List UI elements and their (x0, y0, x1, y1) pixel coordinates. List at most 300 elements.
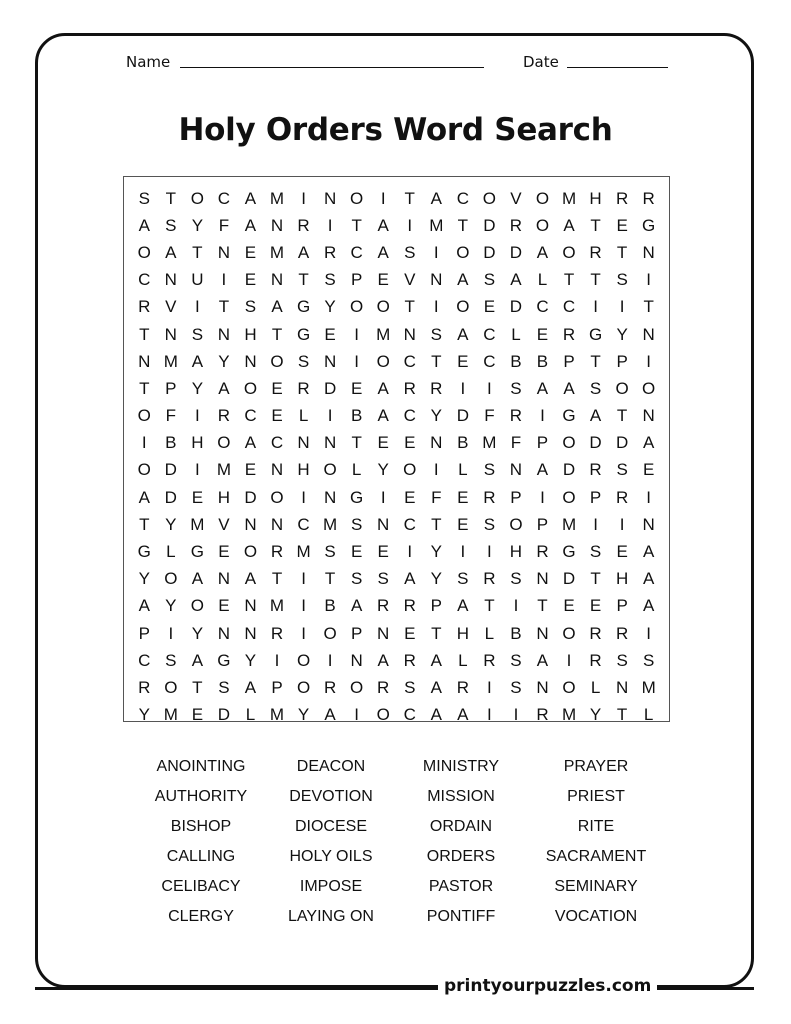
grid-letter[interactable]: O (456, 242, 470, 262)
grid-letter[interactable]: O (350, 297, 364, 317)
grid-letter[interactable]: A (510, 270, 522, 290)
grid-letter[interactable]: I (380, 487, 386, 507)
grid-letter[interactable]: S (510, 378, 522, 398)
grid-letter[interactable]: R (270, 623, 284, 643)
grid-letter[interactable]: E (271, 378, 283, 398)
grid-letter[interactable]: D (615, 433, 629, 453)
grid-letter[interactable]: H (589, 188, 602, 208)
grid-letter[interactable]: O (350, 677, 364, 697)
grid-letter[interactable]: N (217, 623, 231, 643)
grid-letter[interactable]: I (141, 433, 147, 453)
grid-letter[interactable]: A (642, 542, 655, 562)
grid-letter[interactable]: G (190, 542, 204, 562)
grid-letter[interactable]: S (165, 215, 177, 235)
grid-letter[interactable]: M (269, 596, 285, 616)
grid-letter[interactable]: S (642, 650, 655, 670)
grid-letter[interactable]: C (270, 433, 284, 453)
grid-letter[interactable]: C (483, 351, 496, 371)
grid-letter[interactable]: N (536, 623, 549, 643)
grid-letter[interactable]: D (562, 460, 576, 480)
grid-letter[interactable]: O (562, 433, 576, 453)
grid-letter[interactable]: E (404, 433, 416, 453)
grid-letter[interactable]: R (483, 487, 496, 507)
grid-letter[interactable]: I (646, 487, 652, 507)
grid-letter[interactable]: T (139, 324, 150, 344)
grid-letter[interactable]: I (566, 650, 572, 670)
grid-letter[interactable]: T (457, 215, 469, 235)
grid-letter[interactable]: I (433, 297, 439, 317)
grid-letter[interactable]: N (509, 460, 523, 480)
grid-letter[interactable]: A (536, 242, 549, 262)
grid-letter[interactable]: T (537, 596, 548, 616)
grid-letter[interactable]: Y (616, 324, 628, 344)
grid-letter[interactable]: Y (589, 705, 602, 725)
grid-letter[interactable]: E (536, 324, 549, 344)
grid-letter[interactable]: Y (191, 215, 204, 235)
grid-letter[interactable]: T (271, 324, 283, 344)
grid-letter[interactable]: I (301, 487, 306, 507)
grid-letter[interactable]: M (561, 514, 577, 534)
grid-letter[interactable]: A (297, 242, 310, 262)
grid-letter[interactable]: S (297, 351, 310, 371)
grid-letter[interactable]: N (164, 324, 177, 344)
grid-letter[interactable]: M (376, 324, 391, 344)
grid-letter[interactable]: N (270, 270, 284, 290)
grid-letter[interactable]: O (270, 351, 284, 371)
grid-letter[interactable]: E (457, 351, 469, 371)
grid-letter[interactable]: L (484, 623, 495, 643)
grid-letter[interactable]: P (165, 378, 177, 398)
grid-letter[interactable]: M (323, 514, 338, 534)
grid-letter[interactable]: R (536, 705, 549, 725)
grid-letter[interactable]: D (483, 242, 496, 262)
grid-letter[interactable]: E (642, 460, 655, 480)
grid-letter[interactable]: R (403, 650, 416, 670)
grid-letter[interactable]: A (377, 215, 389, 235)
grid-letter[interactable]: I (646, 623, 652, 643)
grid-letter[interactable]: O (350, 188, 364, 208)
grid-letter[interactable]: N (536, 569, 549, 589)
grid-letter[interactable]: H (191, 433, 204, 453)
grid-letter[interactable]: P (430, 596, 442, 616)
grid-letter[interactable]: D (589, 433, 602, 453)
grid-letter[interactable]: A (642, 569, 655, 589)
grid-letter[interactable]: E (483, 297, 496, 317)
grid-letter[interactable]: D (509, 242, 523, 262)
grid-letter[interactable]: S (510, 677, 522, 697)
grid-letter[interactable]: T (484, 596, 495, 616)
grid-letter[interactable]: R (297, 215, 310, 235)
grid-letter[interactable]: T (324, 569, 336, 589)
grid-letter[interactable]: D (323, 378, 337, 398)
grid-letter[interactable]: I (487, 705, 492, 725)
grid-letter[interactable]: L (511, 324, 521, 344)
grid-letter[interactable]: N (217, 569, 231, 589)
grid-letter[interactable]: R (377, 677, 390, 697)
grid-letter[interactable]: E (377, 433, 389, 453)
grid-letter[interactable]: T (218, 297, 230, 317)
grid-letter[interactable]: V (404, 270, 416, 290)
grid-letter[interactable]: N (297, 433, 310, 453)
grid-letter[interactable]: N (323, 433, 337, 453)
grid-letter[interactable]: N (244, 514, 257, 534)
grid-letter[interactable]: C (217, 188, 231, 208)
grid-letter[interactable]: R (483, 650, 496, 670)
grid-letter[interactable]: I (619, 297, 625, 317)
grid-letter[interactable]: T (298, 270, 309, 290)
grid-letter[interactable]: S (324, 270, 336, 290)
grid-letter[interactable]: S (483, 514, 496, 534)
grid-letter[interactable]: D (456, 406, 469, 426)
grid-letter[interactable]: L (245, 705, 256, 725)
grid-letter[interactable]: A (191, 650, 204, 670)
grid-letter[interactable]: A (377, 378, 389, 398)
grid-letter[interactable]: S (510, 569, 522, 589)
grid-letter[interactable]: I (195, 297, 200, 317)
grid-letter[interactable]: I (540, 406, 545, 426)
grid-letter[interactable]: S (350, 514, 363, 534)
grid-letter[interactable]: I (301, 596, 306, 616)
grid-letter[interactable]: E (271, 406, 283, 426)
grid-letter[interactable]: I (301, 623, 306, 643)
grid-letter[interactable]: N (642, 242, 655, 262)
grid-letter[interactable]: N (642, 406, 655, 426)
grid-letter[interactable]: L (298, 406, 309, 426)
grid-letter[interactable]: O (562, 242, 576, 262)
grid-letter[interactable]: O (243, 378, 258, 398)
grid-letter[interactable]: G (296, 297, 311, 317)
grid-letter[interactable]: G (296, 324, 311, 344)
grid-letter[interactable]: Y (191, 623, 204, 643)
grid-letter[interactable]: F (431, 487, 442, 507)
grid-letter[interactable]: N (323, 188, 337, 208)
grid-letter[interactable]: E (377, 270, 389, 290)
grid-letter[interactable]: I (354, 705, 360, 725)
grid-letter[interactable]: C (456, 188, 469, 208)
grid-letter[interactable]: I (619, 514, 625, 534)
grid-letter[interactable]: I (487, 542, 492, 562)
grid-letter[interactable]: Y (244, 650, 257, 670)
grid-letter[interactable]: R (589, 242, 602, 262)
grid-letter[interactable]: Y (430, 569, 442, 589)
grid-letter[interactable]: A (165, 242, 177, 262)
grid-letter[interactable]: S (218, 677, 230, 697)
grid-letter[interactable]: N (377, 623, 390, 643)
grid-letter[interactable]: D (509, 297, 523, 317)
grid-letter[interactable]: G (350, 487, 364, 507)
grid-letter[interactable]: C (403, 514, 416, 534)
grid-letter[interactable]: M (296, 542, 311, 562)
grid-letter[interactable]: P (536, 514, 549, 534)
grid-letter[interactable]: Y (138, 569, 150, 589)
grid-letter[interactable]: O (296, 650, 311, 670)
grid-letter[interactable]: S (404, 242, 416, 262)
grid-letter[interactable]: C (244, 406, 257, 426)
grid-letter[interactable]: R (403, 596, 416, 616)
grid-letter[interactable]: I (433, 242, 439, 262)
grid-letter[interactable]: O (376, 705, 390, 725)
grid-letter[interactable]: I (354, 324, 360, 344)
grid-letter[interactable]: B (510, 351, 522, 371)
grid-letter[interactable]: Y (138, 705, 150, 725)
grid-letter[interactable]: A (244, 569, 257, 589)
grid-letter[interactable]: E (350, 378, 363, 398)
grid-letter[interactable]: O (190, 596, 204, 616)
grid-letter[interactable]: N (323, 351, 337, 371)
grid-letter[interactable]: A (404, 569, 416, 589)
grid-letter[interactable]: R (642, 188, 655, 208)
grid-letter[interactable]: M (269, 705, 285, 725)
grid-letter[interactable]: D (562, 569, 576, 589)
grid-letter[interactable]: E (244, 242, 257, 262)
grid-letter[interactable]: Y (165, 514, 177, 534)
grid-letter[interactable]: Y (324, 297, 336, 317)
grid-letter[interactable]: N (615, 677, 629, 697)
grid-letter[interactable]: N (350, 650, 363, 670)
grid-letter[interactable]: G (588, 324, 603, 344)
grid-letter[interactable]: O (270, 487, 284, 507)
grid-letter[interactable]: F (218, 215, 230, 235)
grid-letter[interactable]: O (296, 677, 311, 697)
grid-letter[interactable]: C (403, 705, 416, 725)
grid-letter[interactable]: G (217, 650, 231, 670)
grid-letter[interactable]: A (191, 351, 204, 371)
grid-letter[interactable]: D (164, 460, 177, 480)
grid-letter[interactable]: U (191, 270, 204, 290)
grid-letter[interactable]: T (431, 351, 442, 371)
grid-letter[interactable]: S (589, 378, 602, 398)
grid-letter[interactable]: P (510, 487, 522, 507)
grid-letter[interactable]: T (192, 677, 203, 697)
grid-letter[interactable]: B (510, 623, 522, 643)
grid-letter[interactable]: I (380, 188, 386, 208)
grid-letter[interactable]: T (165, 188, 177, 208)
grid-letter[interactable]: M (269, 188, 285, 208)
grid-letter[interactable]: O (562, 487, 576, 507)
grid-letter[interactable]: A (324, 705, 336, 725)
grid-letter[interactable]: C (350, 242, 363, 262)
grid-letter[interactable]: R (456, 677, 469, 697)
grid-letter[interactable]: E (218, 542, 230, 562)
grid-letter[interactable]: R (377, 596, 390, 616)
grid-letter[interactable]: D (217, 705, 231, 725)
grid-letter[interactable]: T (590, 215, 601, 235)
grid-letter[interactable]: N (377, 514, 390, 534)
grid-letter[interactable]: G (642, 215, 656, 235)
grid-letter[interactable]: A (563, 378, 575, 398)
grid-letter[interactable]: S (457, 569, 469, 589)
grid-letter[interactable]: A (536, 378, 549, 398)
grid-letter[interactable]: S (510, 650, 522, 670)
grid-letter[interactable]: I (168, 623, 174, 643)
grid-letter[interactable]: I (195, 460, 200, 480)
grid-letter[interactable]: T (192, 242, 203, 262)
grid-letter[interactable]: A (377, 406, 389, 426)
grid-letter[interactable]: A (244, 433, 257, 453)
grid-letter[interactable]: C (297, 514, 310, 534)
grid-letter[interactable]: I (354, 351, 360, 371)
grid-letter[interactable]: T (616, 242, 628, 262)
grid-letter[interactable]: A (536, 650, 549, 670)
grid-letter[interactable]: C (138, 650, 151, 670)
grid-letter[interactable]: O (482, 188, 496, 208)
grid-letter[interactable]: A (218, 378, 230, 398)
grid-letter[interactable]: O (243, 542, 258, 562)
grid-letter[interactable]: N (642, 514, 655, 534)
grid-letter[interactable]: O (535, 215, 550, 235)
grid-letter[interactable]: T (431, 623, 442, 643)
grid-letter[interactable]: I (513, 705, 519, 725)
grid-letter[interactable]: T (431, 514, 442, 534)
grid-letter[interactable]: N (138, 351, 151, 371)
grid-letter[interactable]: H (297, 460, 310, 480)
grid-letter[interactable]: T (616, 406, 628, 426)
grid-letter[interactable]: V (165, 297, 177, 317)
grid-letter[interactable]: R (562, 324, 576, 344)
grid-letter[interactable]: N (217, 242, 231, 262)
grid-letter[interactable]: C (403, 406, 416, 426)
grid-letter[interactable]: R (483, 569, 496, 589)
grid-letter[interactable]: E (191, 705, 204, 725)
grid-letter[interactable]: A (271, 297, 283, 317)
grid-letter[interactable]: T (139, 514, 150, 534)
grid-letter[interactable]: I (433, 460, 439, 480)
grid-letter[interactable]: I (407, 215, 413, 235)
grid-letter[interactable]: A (589, 406, 602, 426)
grid-letter[interactable]: A (430, 677, 442, 697)
grid-letter[interactable]: C (403, 351, 416, 371)
grid-letter[interactable]: L (643, 705, 654, 725)
grid-letter[interactable]: S (324, 542, 336, 562)
grid-letter[interactable]: A (457, 705, 469, 725)
grid-letter[interactable]: E (404, 487, 416, 507)
grid-letter[interactable]: R (270, 542, 284, 562)
grid-letter[interactable]: A (457, 596, 469, 616)
grid-letter[interactable]: A (138, 487, 150, 507)
grid-letter[interactable]: N (270, 514, 284, 534)
grid-letter[interactable]: R (403, 378, 416, 398)
grid-letter[interactable]: H (244, 324, 257, 344)
grid-letter[interactable]: H (217, 487, 231, 507)
grid-letter[interactable]: I (646, 270, 652, 290)
grid-letter[interactable]: O (190, 188, 204, 208)
grid-letter[interactable]: R (615, 623, 629, 643)
grid-letter[interactable]: A (377, 650, 389, 670)
grid-letter[interactable]: A (244, 215, 257, 235)
grid-letter[interactable]: N (323, 487, 337, 507)
grid-letter[interactable]: O (217, 433, 231, 453)
grid-letter[interactable]: O (164, 677, 178, 697)
grid-letter[interactable]: Y (191, 378, 204, 398)
grid-letter[interactable]: E (191, 487, 204, 507)
grid-letter[interactable]: I (221, 270, 227, 290)
grid-letter[interactable]: E (244, 460, 257, 480)
grid-letter[interactable]: R (536, 542, 549, 562)
grid-letter[interactable]: N (536, 677, 549, 697)
grid-letter[interactable]: R (615, 188, 629, 208)
grid-letter[interactable]: P (350, 270, 363, 290)
grid-letter[interactable]: M (429, 215, 444, 235)
grid-letter[interactable]: H (509, 542, 523, 562)
grid-letter[interactable]: L (537, 270, 548, 290)
grid-letter[interactable]: T (351, 433, 362, 453)
grid-letter[interactable]: E (457, 487, 469, 507)
grid-letter[interactable]: S (616, 650, 628, 670)
grid-letter[interactable]: G (562, 542, 576, 562)
grid-letter[interactable]: A (457, 270, 469, 290)
grid-letter[interactable]: H (456, 623, 469, 643)
grid-letter[interactable]: I (646, 351, 652, 371)
grid-letter[interactable]: I (460, 542, 466, 562)
grid-letter[interactable]: O (164, 569, 178, 589)
grid-letter[interactable]: T (351, 215, 362, 235)
grid-letter[interactable]: G (562, 406, 576, 426)
grid-letter[interactable]: I (301, 188, 306, 208)
grid-letter[interactable]: I (513, 596, 519, 616)
grid-letter[interactable]: I (327, 406, 333, 426)
grid-letter[interactable]: S (350, 569, 363, 589)
grid-letter[interactable]: Y (218, 351, 230, 371)
grid-letter[interactable]: A (642, 596, 655, 616)
grid-letter[interactable]: E (563, 596, 575, 616)
grid-letter[interactable]: A (138, 596, 150, 616)
grid-letter[interactable]: R (589, 460, 602, 480)
grid-letter[interactable]: L (166, 542, 176, 562)
grid-letter[interactable]: O (509, 514, 523, 534)
grid-letter[interactable]: N (642, 324, 655, 344)
grid-letter[interactable]: T (563, 270, 575, 290)
grid-letter[interactable]: E (589, 596, 602, 616)
grid-letter[interactable]: S (616, 460, 628, 480)
grid-letter[interactable]: C (138, 270, 151, 290)
grid-letter[interactable]: T (404, 188, 415, 208)
grid-letter[interactable]: A (244, 188, 257, 208)
grid-letter[interactable]: P (350, 623, 363, 643)
name-field-line[interactable] (180, 67, 484, 68)
grid-letter[interactable]: D (164, 487, 177, 507)
grid-letter[interactable]: O (376, 297, 390, 317)
grid-letter[interactable]: S (165, 650, 177, 670)
grid-letter[interactable]: V (510, 188, 522, 208)
grid-letter[interactable]: O (562, 623, 576, 643)
grid-letter[interactable]: T (590, 569, 601, 589)
grid-letter[interactable]: S (244, 297, 257, 317)
grid-letter[interactable]: E (377, 542, 389, 562)
grid-letter[interactable]: T (139, 378, 150, 398)
grid-letter[interactable]: N (430, 270, 443, 290)
grid-letter[interactable]: I (487, 378, 492, 398)
grid-letter[interactable]: R (430, 378, 443, 398)
grid-letter[interactable]: F (510, 433, 522, 453)
grid-letter[interactable]: S (616, 270, 628, 290)
grid-letter[interactable]: R (509, 215, 523, 235)
grid-letter[interactable]: I (274, 650, 280, 670)
grid-letter[interactable]: D (244, 487, 257, 507)
grid-letter[interactable]: E (244, 270, 257, 290)
grid-letter[interactable]: Y (430, 406, 442, 426)
grid-letter[interactable]: O (642, 378, 656, 398)
grid-letter[interactable]: Y (297, 705, 310, 725)
grid-letter[interactable]: A (138, 215, 150, 235)
grid-letter[interactable]: T (271, 569, 283, 589)
grid-letter[interactable]: N (164, 270, 177, 290)
grid-letter[interactable]: E (616, 542, 628, 562)
grid-letter[interactable]: A (244, 677, 257, 697)
grid-letter[interactable]: G (137, 542, 151, 562)
grid-letter[interactable]: I (593, 297, 598, 317)
grid-letter[interactable]: O (323, 460, 337, 480)
grid-letter[interactable]: R (509, 406, 523, 426)
